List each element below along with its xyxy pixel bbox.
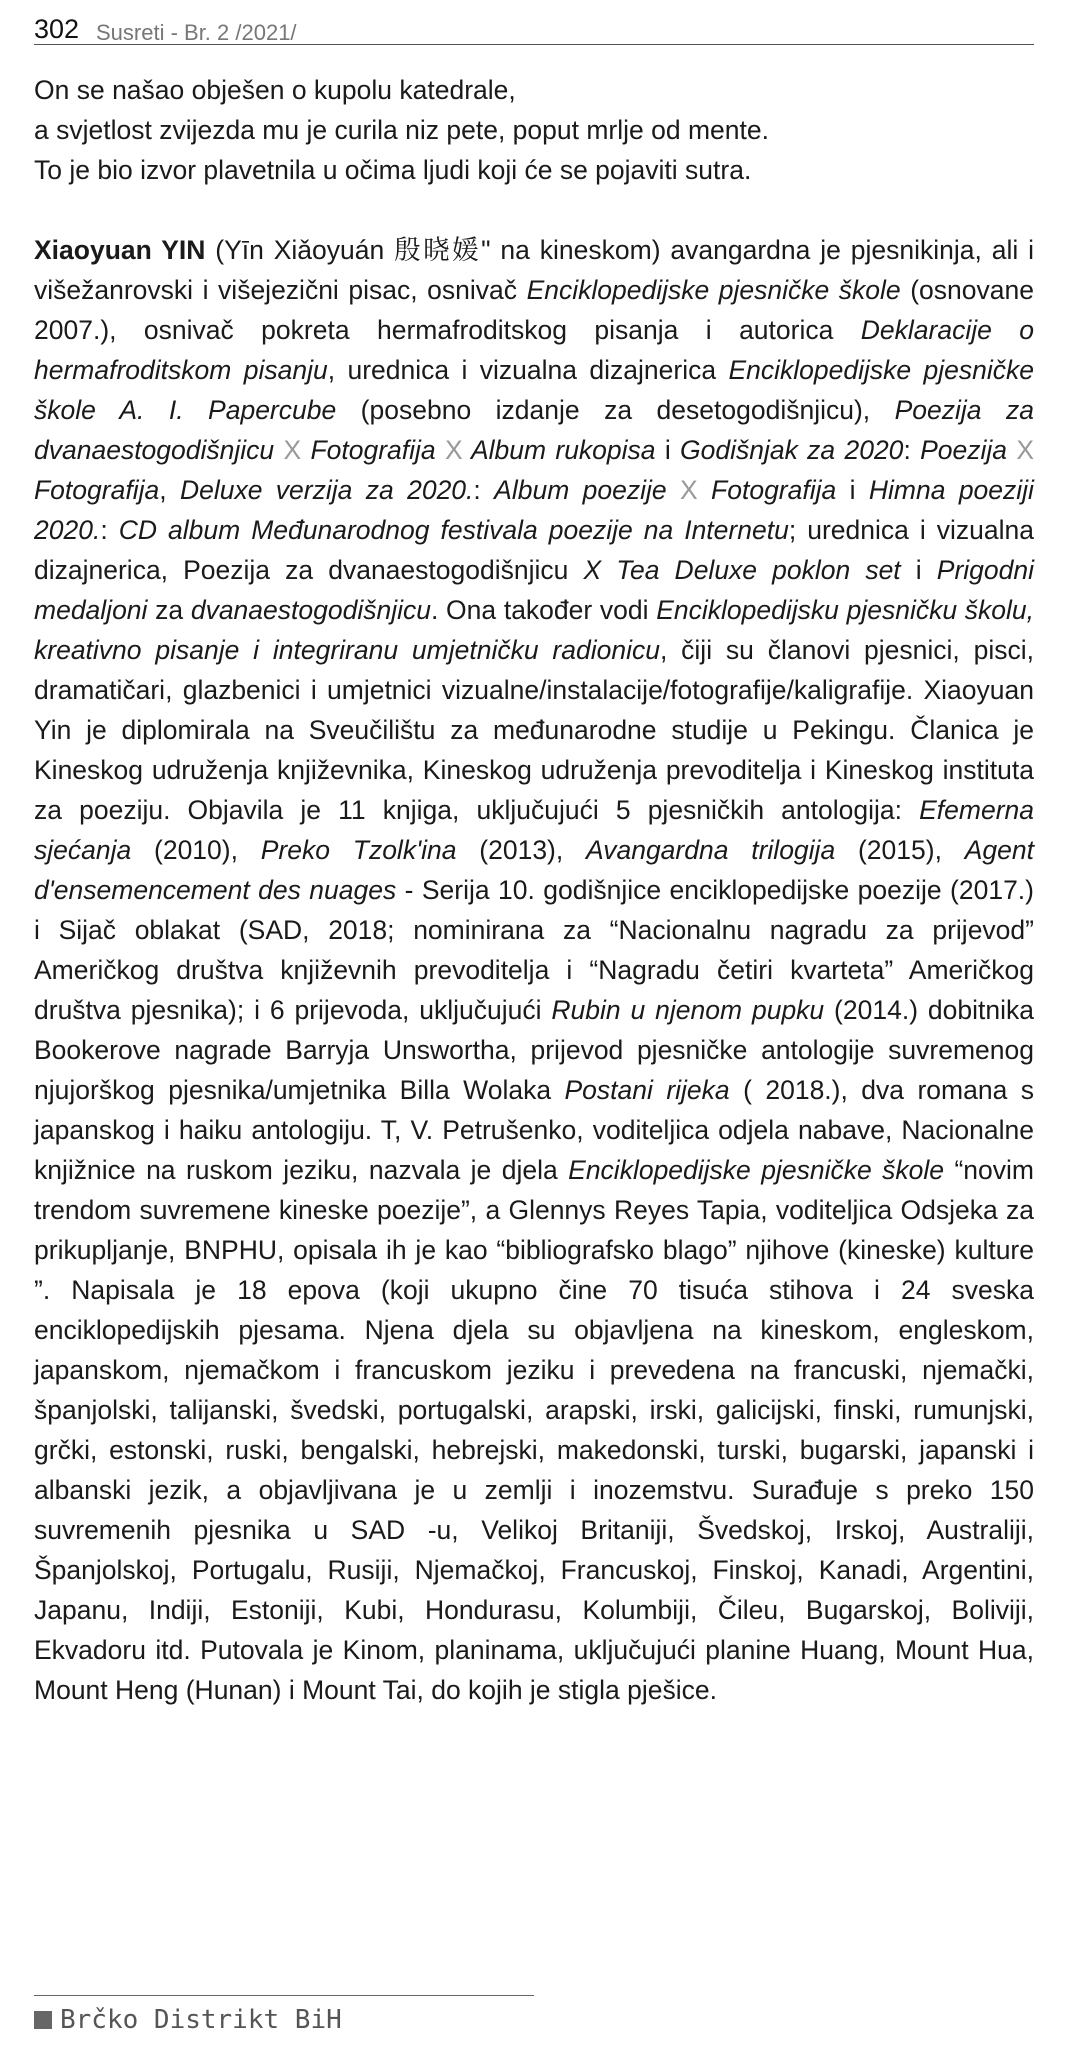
bio-text: , urednica i vizualna dizajnerica bbox=[327, 355, 729, 385]
footer-text: Brčko Distrikt BiH bbox=[60, 2005, 342, 2035]
work-title: Deluxe verzija za 2020. bbox=[179, 475, 474, 505]
bio-text: i bbox=[836, 475, 869, 505]
work-title: Rubin u njenom pupku bbox=[551, 995, 825, 1025]
author-biography bbox=[34, 230, 1034, 1710]
bio-text: za bbox=[147, 595, 191, 625]
work-title: Poezija bbox=[920, 435, 1017, 465]
bio-text: . Ona također vodi bbox=[430, 595, 657, 625]
bio-text: (2015), bbox=[835, 835, 965, 865]
poem-line: a svjetlost zvijezda mu je curila niz pete, poput mrlje od mente. bbox=[34, 115, 769, 145]
author-name: Xiaoyuan YIN bbox=[34, 235, 206, 265]
work-title: Prigodni medaljoni bbox=[34, 555, 1034, 625]
main-content bbox=[34, 70, 1034, 1737]
square-bullet-icon bbox=[34, 2011, 52, 2029]
work-title: Enciklopedijske pjesničke škole bbox=[568, 1155, 945, 1185]
footer-divider bbox=[34, 1995, 534, 1996]
page-footer bbox=[34, 2005, 342, 2035]
bio-text: ( 2018.), dva romana s japanskog i haiku antologiju. T, V. Petrušenko, voditeljica odjela nabave, Nacionalne knjižnice na ruskom jeziku, nazvala je djela bbox=[34, 1075, 1034, 1185]
bio-text: i bbox=[900, 555, 937, 585]
bio-text: , čiji su članovi pjesnici, pisci, dramatičari, glazbenici i umjetnici vizualne/instalacije/fotografije/kaligrafije. Xiaoyuan Yin je diplomirala na Sveučilištu za međunarodne studije u Pekingu. Članica je Kineskog udruženja književnika, Kineskog udruženja prevoditelja i Kineskog instituta za poeziju. Objavila je 11 knjiga, uključujući 5 pjesničkih antologija: bbox=[34, 635, 1034, 825]
work-title: Enciklopedijske pjesničke škole A. I. Papercube bbox=[34, 355, 1035, 425]
bio-text: (2014.) dobitnika Bookerove nagrade Barryja Unswortha, prijevod pjesničke antologije suvremenog njujorškog pjesnika/umjetnika Billa Wolaka bbox=[34, 995, 1034, 1105]
bio-text: (2013), bbox=[456, 835, 587, 865]
bio-text: - Serija 10. godišnjice enciklopedijske poezije (2017.) i Sijač oblakat (SAD, 2018; nominirana za “Nacionalnu nagradu za prijevod” Američkog društva književnih prevoditelja i “Nagradu četiri kvarteta” Američkog društva pjesnika); i 6 prijevoda, uključujući bbox=[34, 875, 1034, 1025]
bio-text: : bbox=[903, 435, 921, 465]
x-separator: X bbox=[679, 475, 698, 505]
bio-text: (posebno izdanje za desetogodišnjicu), bbox=[336, 395, 895, 425]
work-title: Himna poeziji 2020. bbox=[34, 475, 1034, 545]
bio-text: : bbox=[473, 475, 495, 505]
work-title: Preko Tzolk'ina bbox=[260, 835, 457, 865]
poem-line: On se našao obješen o kupolu katedrale, bbox=[34, 75, 516, 105]
work-title: dvanaestogodišnjicu bbox=[190, 595, 431, 625]
work-title: Agent d'ensemencement des nuages bbox=[34, 835, 1034, 905]
poem-line: To je bio izvor plavetnila u očima ljudi koji će se pojaviti sutra. bbox=[34, 155, 752, 185]
bio-text: , bbox=[159, 475, 180, 505]
bio-text: (osnovane 2007.), osnivač pokreta hermafroditskog pisanja i autorica bbox=[34, 275, 1034, 345]
bio-text: : bbox=[100, 515, 119, 545]
bio-text: ; urednica i vizualna dizajnerica, Poezija za dvanaestogodišnjicu bbox=[34, 515, 1035, 585]
work-title: Fotografija bbox=[34, 475, 160, 505]
page-number: 302 bbox=[34, 14, 80, 44]
work-title: Poezija za dvanaestogodišnjicu bbox=[34, 395, 1034, 465]
bio-text: i bbox=[655, 435, 681, 465]
work-title: CD album Međunarodnog festivala poezije na Internetu bbox=[118, 515, 789, 545]
bio-text: (Yīn Xiǎoyuán 殷晓媛" na kineskom) avangardna je pjesnikinja, ali i višežanrovski i višejezični pisac, osnivač bbox=[34, 235, 1034, 305]
x-separator: X bbox=[1016, 435, 1035, 465]
work-title: Deklaracije o hermafroditskom pisanju bbox=[34, 315, 1034, 385]
page-header bbox=[34, 12, 1034, 45]
x-separator: X bbox=[283, 435, 302, 465]
work-title: Fotografija bbox=[301, 435, 445, 465]
bio-text: “novim trendom suvremene kineske poezije”, a Glennys Reyes Tapia, voditeljica Odsjeka za prikupljanje, BNPHU, opisala ih je kao “bibliografsko blago” njihove (kineske) kulture ”. Napisala je 18 epova (koji ukupno čine 70 tisuća stihova i 24 sveska enciklopedijskih pjesama. Njena djela su objavljena na kineskom, engleskom, japanskom, njemačkom i francuskom jeziku i prevedena na francuski, njemački, španjolski, talijanski, švedski, portugalski, arapski, irski, galicijski, finski, rumunjski, grčki, estonski, ruski, bengalski, hebrejski, makedonski, turski, bugarski, japanski i albanski jezik, a objavljivana je u zemlji i inozemstvu. Surađuje s preko 150 suvremenih pjesnika u SAD -u, Velikoj Britaniji, Švedskoj, Irskoj, Australiji, Španjolskoj, Portugalu, Rusiji, Njemačkoj, Francuskoj, Finskoj, Kanadi, Argentini, Japanu, Indiji, Estoniji, Kubi, Hondurasu, Kolumbiji, Čileu, Bugarskoj, Boliviji, Ekvadoru itd. Putovala je Kinom, planinama, uključujući planine Huang, Mount Hua, Mount Heng (Hunan) i Mount Tai, do kojih je stigla pješice. bbox=[34, 1155, 1034, 1705]
poem-stanza bbox=[34, 70, 1034, 190]
work-title: Avangardna trilogija bbox=[586, 835, 836, 865]
bio-text: (2010), bbox=[131, 835, 261, 865]
work-title: X Tea Deluxe poklon set bbox=[583, 555, 901, 585]
work-title: Album rukopisa bbox=[462, 435, 656, 465]
x-separator: X bbox=[444, 435, 463, 465]
work-title: Enciklopedijske pjesničke škole bbox=[526, 275, 901, 305]
work-title: Album poezije bbox=[494, 475, 680, 505]
work-title: Postani rijeka bbox=[564, 1075, 730, 1105]
work-title: Efemerna sjećanja bbox=[34, 795, 1034, 865]
work-title: Enciklopedijsku pjesničku školu, kreativno pisanje i integriranu umjetničku radionicu bbox=[34, 595, 1034, 665]
work-title: Godišnjak za 2020 bbox=[680, 435, 904, 465]
work-title: Fotografija bbox=[697, 475, 837, 505]
journal-title: Susreti - Br. 2 /2021/ bbox=[96, 20, 297, 45]
